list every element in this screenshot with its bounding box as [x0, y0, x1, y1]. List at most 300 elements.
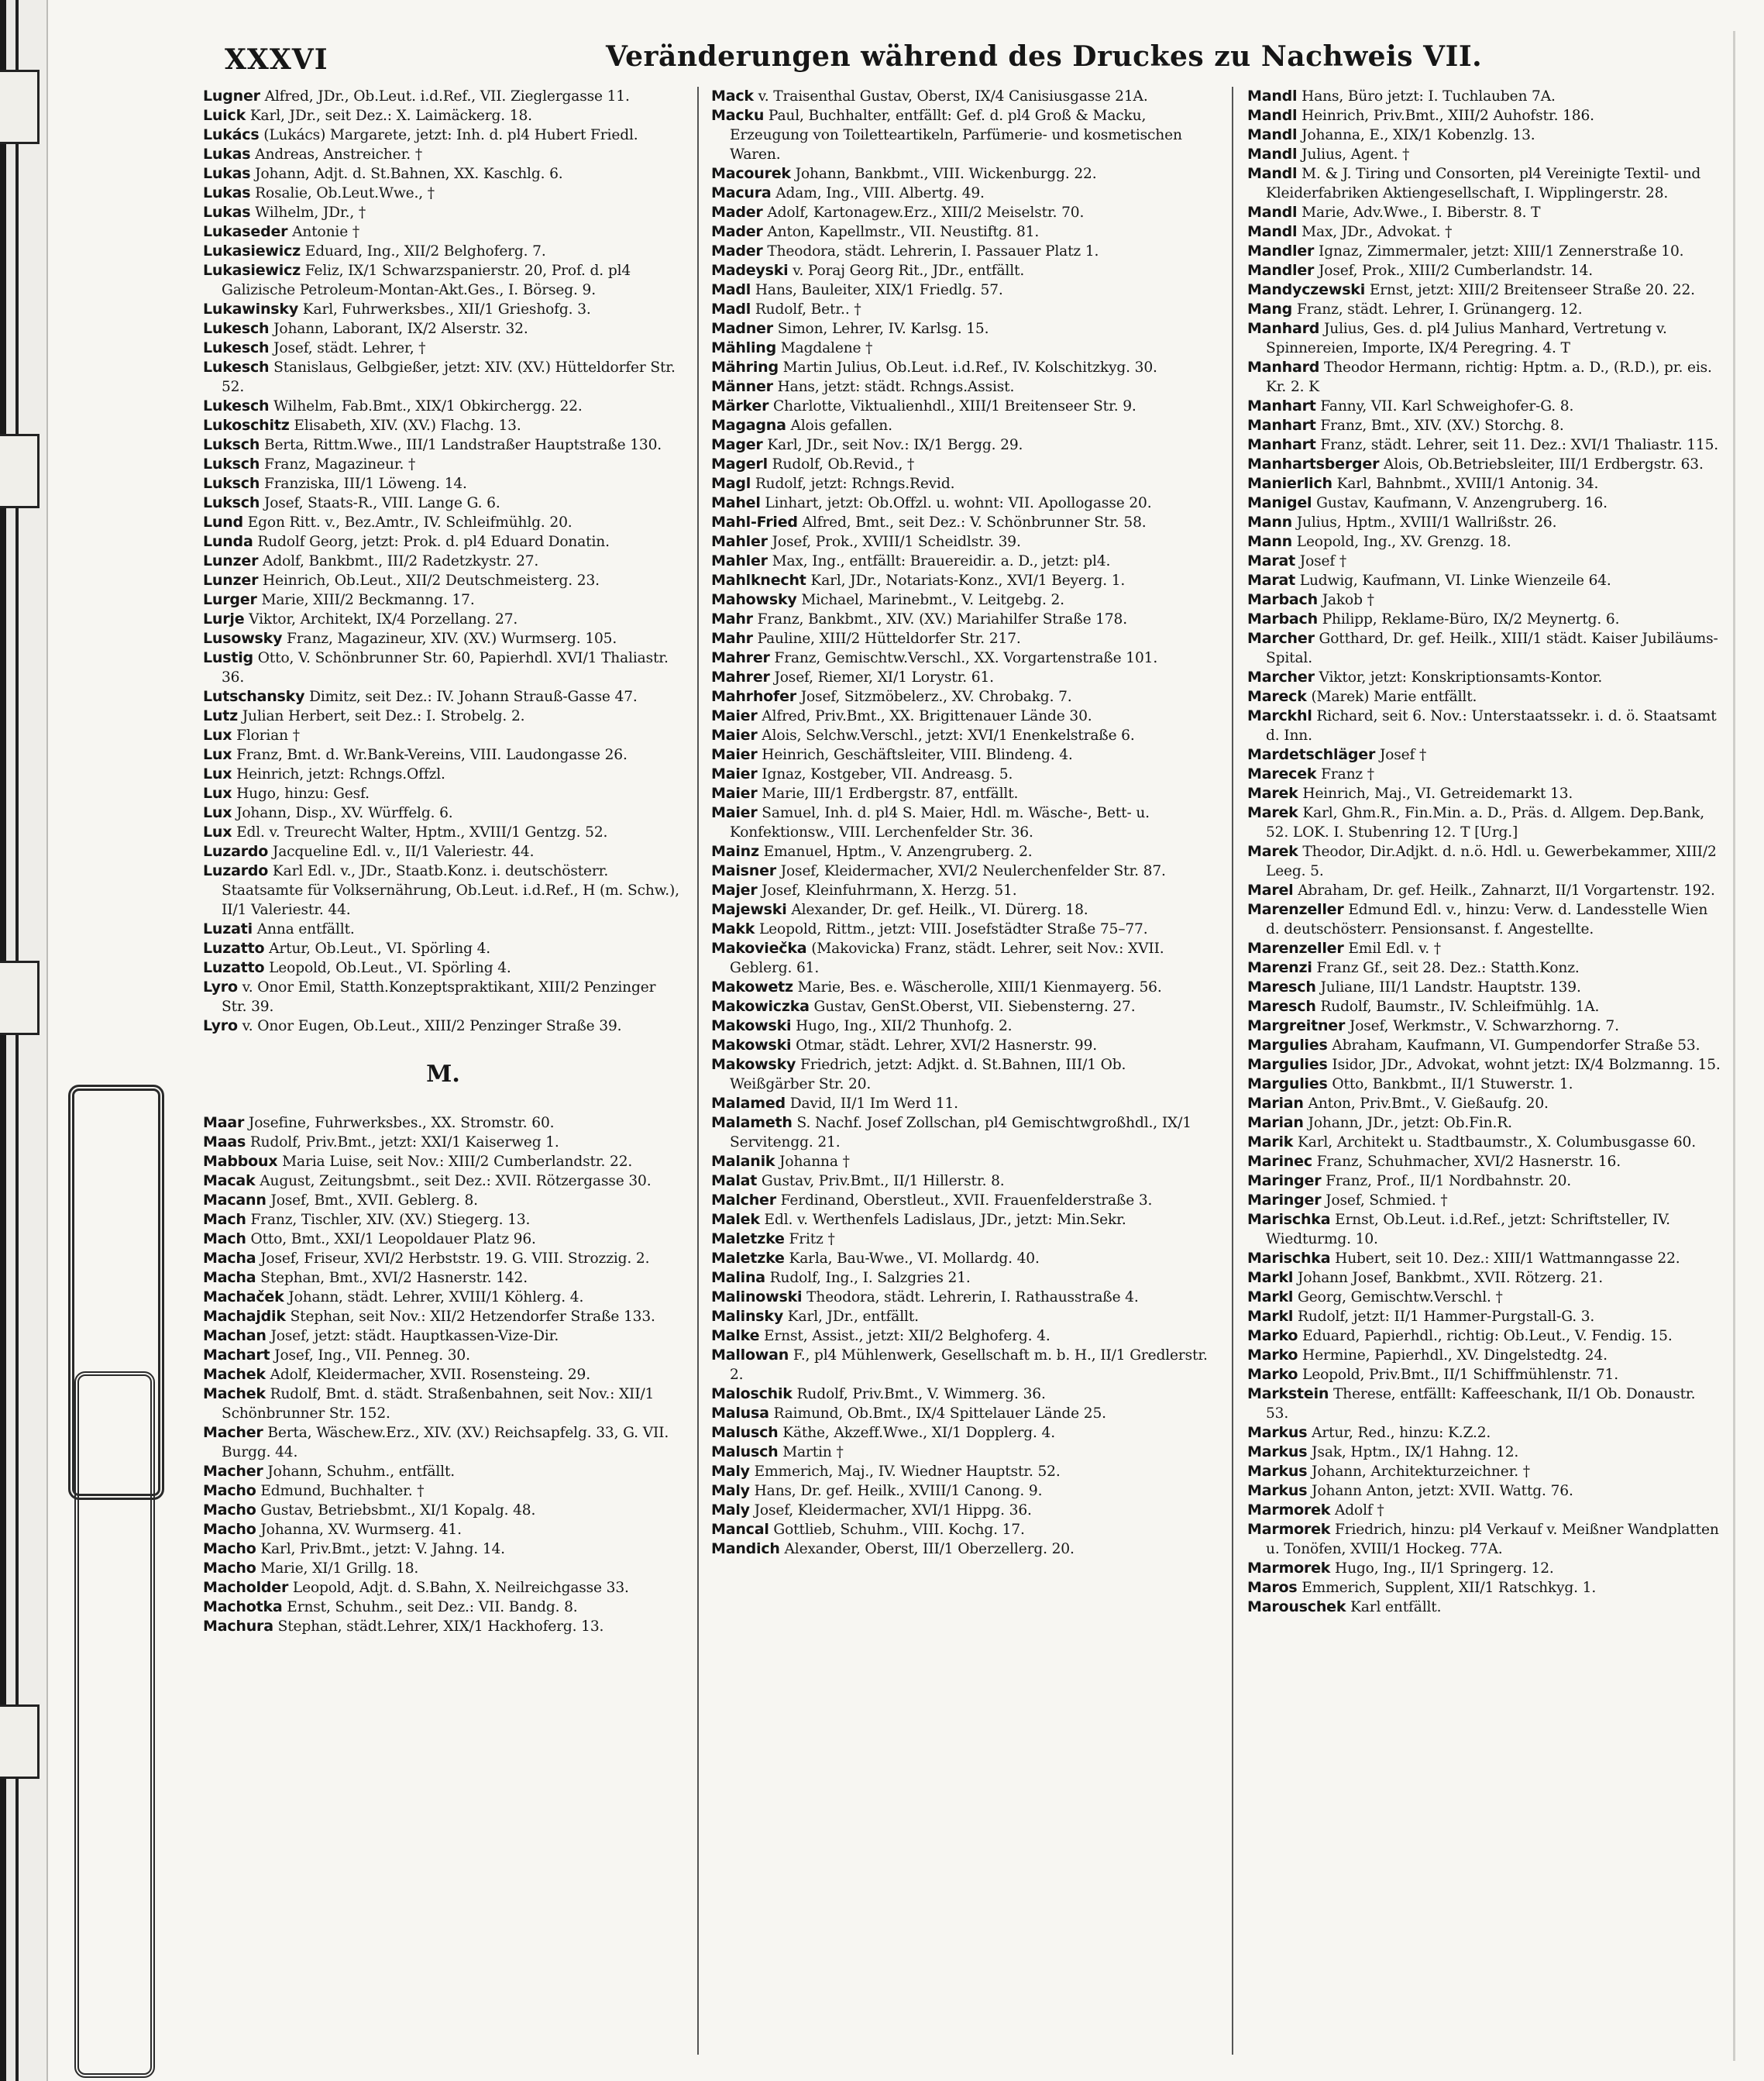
entry-surname: Majer	[711, 882, 758, 899]
entry-details: Johanna, XV. Wurmserg. 41.	[260, 1522, 462, 1538]
directory-entry	[203, 1598, 683, 1617]
entry-surname: Luick	[203, 107, 246, 124]
entry-surname: Macku	[711, 107, 765, 124]
entry-surname: Maly	[711, 1501, 750, 1519]
entry-details: Rudolf, Priv.Bmt., V. Wimmerg. 36.	[796, 1386, 1046, 1402]
directory-entry	[1247, 1268, 1721, 1288]
directory-entry	[1247, 319, 1721, 358]
entry-surname: Lutschansky	[203, 688, 305, 705]
entry-details: Marie, XIII/2 Beckmanng. 17.	[261, 592, 475, 608]
entry-details: Artur, Ob.Leut., VI. Spörling 4.	[269, 941, 491, 957]
entry-details: Florian †	[236, 727, 300, 744]
entry-details: v. Onor Emil, Statth.Konzeptspraktikant, XIII/2 Penzinger Str. 39.	[222, 979, 656, 1015]
directory-entry	[203, 552, 683, 571]
directory-entry	[203, 513, 683, 532]
entry-surname: Machura	[203, 1618, 273, 1635]
section-letter-heading: M.	[426, 1061, 460, 1088]
entry-surname: Maisner	[711, 862, 776, 879]
entry-surname: Majewski	[711, 901, 787, 918]
directory-entry	[711, 1539, 1215, 1559]
entry-details: Josef, Staats-R., VIII. Lange G. 6.	[263, 495, 500, 511]
entry-details: Josef, Schmied. †	[1326, 1192, 1448, 1209]
directory-entry	[711, 726, 1215, 745]
entry-details: Josef, städt. Lehrer, †	[273, 340, 426, 356]
entry-details: Franz, Bmt. d. Wr.Bank-Vereins, VIII. Laudongasse 26.	[236, 747, 628, 763]
entry-details: Viktor, Architekt, IX/4 Porzellang. 27.	[249, 611, 518, 628]
directory-entry	[1247, 300, 1721, 319]
entry-details: Franz, Schuhmacher, XVI/2 Hasnerstr. 16.	[1316, 1154, 1621, 1170]
entry-surname: Maar	[203, 1114, 245, 1131]
entry-surname: Macourek	[711, 165, 791, 182]
entry-surname: Mähling	[711, 339, 777, 356]
directory-entry	[711, 1171, 1215, 1191]
entry-details: Otmar, städt. Lehrer, XVI/2 Hasnerstr. 99.	[796, 1037, 1098, 1054]
directory-entry	[203, 590, 683, 610]
entry-details: Wilhelm, Fab.Bmt., XIX/1 Obkirchergg. 22.	[273, 398, 583, 414]
entry-surname: Malameth	[711, 1114, 793, 1131]
directory-entry	[203, 1307, 683, 1326]
entry-surname: Luksch	[203, 456, 260, 473]
entry-details: Josef, Riemer, XI/1 Lorystr. 61.	[774, 669, 994, 686]
directory-entry	[711, 300, 1215, 319]
directory-entry	[1247, 126, 1721, 145]
entry-surname: Margulies	[1247, 1075, 1328, 1092]
entry-surname: Makowski	[711, 1017, 792, 1034]
directory-entry	[1247, 494, 1721, 513]
entry-details: Pauline, XIII/2 Hütteldorfer Str. 217.	[757, 631, 1021, 647]
directory-entry	[203, 978, 683, 1016]
entry-details: Johann, Adjt. d. St.Bahnen, XX. Kaschlg. 6.	[255, 166, 563, 182]
binding-notch	[0, 961, 40, 1035]
entry-details: August, Zeitungsbmt., seit Dez.: XVII. Rötzergasse 30.	[260, 1173, 652, 1189]
directory-entry	[1247, 1171, 1721, 1191]
entry-details: Alexander, Dr. gef. Heilk., VI. Dürerg. 18.	[791, 902, 1088, 918]
entry-details: Martin Julius, Ob.Leut. i.d.Ref., IV. Kolschitzkyg. 30.	[782, 359, 1157, 376]
entry-surname: Madl	[711, 301, 751, 318]
entry-details: Marie, Bes. e. Wäscherolle, XIII/1 Kienmayerg. 56.	[797, 979, 1162, 996]
column-divider	[697, 87, 699, 2055]
entry-details: Karl Edl. v., JDr., Staatb.Konz. i. deutschösterr. Staatsamte für Volksernährung, Ob.Leut. i.d.Ref., H (m. Schw.), II/1 Valeriestr. 44.	[222, 863, 679, 918]
entry-details: Gustav, Betriebsbmt., XI/1 Kopalg. 48.	[260, 1502, 536, 1519]
entry-surname: Machotka	[203, 1598, 283, 1615]
entry-surname: Maier	[711, 746, 758, 763]
directory-entry	[1247, 1075, 1721, 1094]
entry-details: Gotthard, Dr. gef. Heilk., XIII/1 städt. Kaiser Jubiläums-Spital.	[1266, 631, 1718, 666]
entry-details: Rudolf, jetzt: Rchngs.Revid.	[755, 476, 955, 492]
entry-details: Friedrich, hinzu: pl4 Verkauf v. Meißner Wandplatten u. Tonöfen, XVIII/1 Hockeg. 77A.	[1266, 1522, 1719, 1557]
directory-entry	[1247, 513, 1721, 532]
entry-details: F., pl4 Mühlenwerk, Gesellschaft m. b. H., II/1 Gredlerstr. 2.	[730, 1347, 1208, 1383]
directory-entry	[711, 803, 1215, 842]
entry-surname: Märker	[711, 397, 769, 414]
directory-entry	[711, 87, 1215, 106]
directory-entry	[711, 106, 1215, 164]
directory-entry	[203, 1501, 683, 1520]
directory-entry	[711, 435, 1215, 455]
entry-surname: Machan	[203, 1327, 266, 1344]
page-title: Veränderungen während des Druckes zu Nachweis VII.	[606, 40, 1483, 73]
directory-entry	[203, 958, 683, 978]
entry-details: Franz, Tischler, XIV. (XV.) Stiegerg. 13.	[250, 1212, 531, 1228]
entry-surname: Malanik	[711, 1153, 775, 1170]
entry-details: Karl, Bahnbmt., XVIII/1 Antonig. 34.	[1336, 476, 1599, 492]
entry-details: Karl, JDr., Notariats-Konz., XVI/1 Beyerg. 1.	[810, 573, 1126, 589]
directory-entry	[203, 1559, 683, 1578]
entry-surname: Lunzer	[203, 572, 259, 589]
entry-surname: Luzardo	[203, 862, 269, 879]
directory-entry	[203, 339, 683, 358]
entry-details: Johann, Disp., XV. Würffelg. 6.	[236, 805, 453, 821]
entry-surname: Marischka	[1247, 1211, 1331, 1228]
directory-entry	[203, 494, 683, 513]
entry-surname: Luksch	[203, 436, 260, 453]
entry-surname: Malke	[711, 1327, 760, 1344]
directory-entry	[203, 358, 683, 397]
directory-entry	[1247, 455, 1721, 474]
entry-surname: Marek	[1247, 804, 1298, 821]
directory-entry	[711, 745, 1215, 765]
entry-details: Ernst, Assist., jetzt: XII/2 Belghoferg. 4.	[764, 1328, 1050, 1344]
directory-entry	[203, 145, 683, 164]
entry-details: Josef, Kleidermacher, XVI/2 Neulerchenfelder Str. 87.	[780, 863, 1166, 879]
directory-entry	[1247, 939, 1721, 958]
entry-details: Magdalene †	[780, 340, 873, 356]
directory-entry	[711, 1055, 1215, 1094]
entry-details: Josef, Kleinfuhrmann, X. Herzg. 51.	[762, 882, 1017, 899]
binding-notch	[0, 70, 40, 144]
entry-surname: Luzatto	[203, 940, 265, 957]
entry-details: Martin †	[782, 1444, 844, 1460]
directory-entry	[1247, 397, 1721, 416]
entry-details: Fanny, VII. Karl Schweighofer-G. 8.	[1320, 398, 1574, 414]
entry-details: Johann, Architekturzeichner. †	[1312, 1464, 1530, 1480]
directory-entry	[203, 1152, 683, 1171]
entry-details: Max, JDr., Advokat. †	[1302, 224, 1453, 240]
directory-entry	[711, 610, 1215, 629]
directory-entry	[1247, 1133, 1721, 1152]
entry-details: Max, Ing., entfällt: Brauereidir. a. D., jetzt: pl4.	[772, 553, 1111, 569]
entry-details: Rudolf, Bmt. d. städt. Straßenbahnen, seit Nov.: XII/1 Schönbrunner Str. 152.	[222, 1386, 655, 1422]
entry-surname: Mahrer	[711, 669, 770, 686]
directory-entry	[203, 455, 683, 474]
scan-binding-edge	[0, 0, 48, 2081]
entry-surname: Malinsky	[711, 1308, 784, 1325]
directory-entry	[1247, 203, 1721, 222]
directory-entry	[711, 1036, 1215, 1055]
entry-details: Johann, städt. Lehrer, XVIII/1 Köhlerg. 4.	[288, 1289, 584, 1305]
entry-details: Isidor, JDr., Advokat, wohnt jetzt: IX/4 Bolzmanng. 15.	[1332, 1057, 1721, 1073]
entry-details: Feliz, IX/1 Schwarzspanierstr. 20, Prof. d. pl4 Galizische Petroleum-Montan-Akt.Ges., I. Börseg. 9.	[222, 263, 631, 298]
directory-entry	[203, 920, 683, 939]
directory-entry	[1247, 164, 1721, 203]
entry-surname: Maly	[711, 1482, 750, 1499]
entry-surname: Macholder	[203, 1579, 289, 1596]
entry-details: Heinrich, Priv.Bmt., XIII/2 Auhofstr. 186.	[1302, 108, 1594, 124]
entry-surname: Malusch	[711, 1424, 779, 1441]
directory-entry	[1247, 571, 1721, 590]
entry-surname: Mandl	[1247, 88, 1298, 105]
entry-details: Josef, Ing., VII. Penneg. 30.	[274, 1347, 470, 1364]
entry-surname: Lux	[203, 785, 232, 802]
entry-details: Paul, Buchhalter, entfällt: Gef. d. pl4 Groß & Macku, Erzeugung von Toiletteartikeln, Parfümerie- und kosmetischen Waren.	[730, 108, 1182, 163]
directory-entry	[1247, 900, 1721, 939]
binding-notch	[0, 1704, 40, 1779]
entry-details: Theodora, städt. Lehrerin, I. Rathausstraße 4.	[806, 1289, 1139, 1305]
entry-details: Johann Josef, Bankbmt., XVII. Rötzerg. 21.	[1298, 1270, 1604, 1286]
directory-entry	[1247, 1288, 1721, 1307]
entry-details: Friedrich, jetzt: Adjkt. d. St.Bahnen, III/1 Ob. Weißgärber Str. 20.	[730, 1057, 1126, 1092]
entry-surname: Marbach	[1247, 591, 1318, 608]
entry-details: Leopold, Ing., XV. Grenzg. 18.	[1296, 534, 1511, 550]
entry-details: Theodor, Dir.Adjkt. d. n.ö. Hdl. u. Gewerbekammer, XIII/2 Leeg. 5.	[1266, 844, 1717, 879]
entry-surname: Mader	[711, 242, 763, 260]
entry-details: Stephan, städt.Lehrer, XIX/1 Hackhoferg. 13.	[277, 1618, 604, 1635]
entry-surname: Maresch	[1247, 979, 1316, 996]
directory-entry	[203, 571, 683, 590]
directory-entry	[711, 203, 1215, 222]
entry-surname: Makowsky	[711, 1056, 796, 1073]
entry-surname: Mandl	[1247, 107, 1298, 124]
entry-details: David, II/1 Im Werd 11.	[789, 1096, 958, 1112]
entry-surname: Madner	[711, 320, 773, 337]
entry-surname: Mahler	[711, 552, 768, 569]
directory-entry	[1247, 532, 1721, 552]
entry-details: Jakob †	[1322, 592, 1374, 608]
directory-entry	[1247, 881, 1721, 900]
entry-details: S. Nachf. Josef Zollschan, pl4 Gemischtwgroßhdl., IX/1 Servitengg. 21.	[730, 1115, 1191, 1151]
entry-surname: Marian	[1247, 1095, 1304, 1112]
entry-surname: Makowetz	[711, 979, 793, 996]
entry-surname: Mader	[711, 204, 763, 221]
entry-surname: Maloschik	[711, 1385, 793, 1402]
entry-details: Abraham, Kaufmann, VI. Gumpendorfer Straße 53.	[1332, 1037, 1700, 1054]
entry-details: Josef, Kleidermacher, XVI/1 Hippg. 36.	[754, 1502, 1032, 1519]
entry-details: Ernst, jetzt: XIII/2 Breitenseer Straße 20. 22.	[1369, 282, 1695, 298]
column-2	[711, 87, 1215, 2055]
directory-entry	[203, 1171, 683, 1191]
entry-details: Karl, JDr., entfällt.	[787, 1309, 919, 1325]
entry-details: Leopold, Rittm., jetzt: VIII. Josefstädter Straße 75–77.	[758, 921, 1148, 937]
directory-entry	[203, 1539, 683, 1559]
entry-surname: Lukas	[203, 165, 251, 182]
directory-entry	[203, 1326, 683, 1346]
entry-details: Franziska, III/1 Löweng. 14.	[263, 476, 467, 492]
entry-details: Johann, Laborant, IX/2 Alserstr. 32.	[273, 321, 528, 337]
entry-details: Gustav, GenSt.Oberst, VII. Siebensterng. 27.	[813, 999, 1136, 1015]
entry-details: Adolf, Kleidermacher, XVII. Rosensteing. 29.	[270, 1367, 591, 1383]
entry-surname: Marek	[1247, 843, 1298, 860]
directory-entry	[203, 397, 683, 416]
directory-entry	[711, 1307, 1215, 1326]
entry-surname: Mahl-Fried	[711, 514, 798, 531]
entry-details: Heinrich, Maj., VI. Getreidemarkt 13.	[1302, 786, 1573, 802]
entry-surname: Marcher	[1247, 630, 1315, 647]
entry-surname: Magl	[711, 475, 751, 492]
entry-surname: Markus	[1247, 1482, 1308, 1499]
entry-surname: Mack	[711, 88, 754, 105]
directory-entry	[203, 1578, 683, 1598]
entry-details: Ignaz, Kostgeber, VII. Andreasg. 5.	[762, 766, 1013, 783]
entry-details: Charlotte, Viktualienhdl., XIII/1 Breitenseer Str. 9.	[773, 398, 1136, 414]
entry-details: Johann, JDr., jetzt: Ob.Fin.R.	[1308, 1115, 1512, 1131]
directory-entry	[1247, 1113, 1721, 1133]
directory-entry	[1247, 242, 1721, 261]
entry-details: Eduard, Ing., XII/2 Belghoferg. 7.	[304, 243, 546, 260]
entry-details: Marie, XI/1 Grillg. 18.	[260, 1560, 419, 1577]
directory-entry	[203, 203, 683, 222]
directory-entry	[711, 997, 1215, 1016]
entry-details: Georg, Gemischtw.Verschl. †	[1298, 1289, 1503, 1305]
entry-surname: Marel	[1247, 882, 1294, 899]
directory-entry	[203, 629, 683, 648]
directory-entry	[711, 590, 1215, 610]
entry-surname: Maresch	[1247, 998, 1316, 1015]
entry-details: Stephan, seit Nov.: XII/2 Hetzendorfer Straße 133.	[290, 1309, 655, 1325]
entry-details: Hubert, seit 10. Dez.: XIII/1 Wattmanngasse 22.	[1335, 1250, 1680, 1267]
entry-details: Adam, Ing., VIII. Albertg. 49.	[775, 185, 985, 201]
column-3	[1247, 87, 1721, 2055]
directory-entry	[711, 687, 1215, 707]
entry-details: Josef, Bmt., XVII. Geblerg. 8.	[270, 1192, 478, 1209]
directory-entry	[711, 1094, 1215, 1113]
entry-details: Karl, Priv.Bmt., jetzt: V. Jahng. 14.	[260, 1541, 505, 1557]
directory-entry	[711, 513, 1215, 532]
directory-entry	[1247, 1307, 1721, 1326]
directory-entry	[203, 242, 683, 261]
entry-details: Josef, Prok., XIII/2 Cumberlandstr. 14.	[1319, 263, 1594, 279]
entry-surname: Luzati	[203, 920, 253, 937]
directory-entry	[203, 784, 683, 803]
entry-surname: Malusch	[711, 1443, 779, 1460]
entry-surname: Lukesch	[203, 397, 270, 414]
directory-entry	[711, 319, 1215, 339]
entry-surname: Marenzeller	[1247, 901, 1344, 918]
entry-surname: Mahlknecht	[711, 572, 806, 589]
entry-details: Egon Ritt. v., Bez.Amtr., IV. Schleifmühlg. 20.	[247, 514, 573, 531]
entry-details: Josef, Sitzmöbelerz., XV. Chrobakg. 7.	[800, 689, 1072, 705]
entry-details: Philipp, Reklame-Büro, IX/2 Meynertg. 6.	[1322, 611, 1620, 628]
entry-surname: Magerl	[711, 456, 768, 473]
directory-entry	[203, 1365, 683, 1384]
directory-entry	[1247, 629, 1721, 668]
entry-surname: Mandich	[711, 1540, 780, 1557]
directory-entry	[711, 920, 1215, 939]
directory-columns	[203, 87, 1721, 2055]
entry-details: Franz, Bankbmt., XIV. (XV.) Mariahilfer Straße 178.	[757, 611, 1127, 628]
directory-entry	[711, 1288, 1215, 1307]
entry-details: Julius, Agent. †	[1302, 146, 1410, 163]
directory-entry	[1247, 997, 1721, 1016]
entry-details: Alfred, Priv.Bmt., XX. Brigittenauer Lände 30.	[762, 708, 1092, 724]
directory-entry	[203, 610, 683, 629]
directory-entry	[203, 1113, 683, 1133]
directory-entry	[1247, 1423, 1721, 1443]
entry-surname: Maletzke	[711, 1230, 785, 1247]
entry-details: Emmerich, Supplent, XII/1 Ratschkyg. 1.	[1302, 1580, 1597, 1596]
directory-entry	[711, 532, 1215, 552]
directory-entry	[1247, 765, 1721, 784]
entry-surname: Mabboux	[203, 1153, 278, 1170]
entry-surname: Maier	[711, 804, 758, 821]
entry-details: Otto, V. Schönbrunner Str. 60, Papierhdl. XVI/1 Thaliastr. 36.	[222, 650, 669, 686]
entry-surname: Lukas	[203, 184, 251, 201]
entry-surname: Madl	[711, 281, 751, 298]
entry-details: Rudolf, Betr.. †	[755, 301, 861, 318]
directory-entry	[711, 1404, 1215, 1423]
entry-surname: Mager	[711, 436, 763, 453]
entry-surname: Lurje	[203, 611, 245, 628]
directory-entry	[1247, 784, 1721, 803]
entry-surname: Malinowski	[711, 1288, 803, 1305]
entry-details: Fritz †	[789, 1231, 835, 1247]
entry-surname: Lugner	[203, 88, 260, 105]
entry-details: Ferdinand, Oberstleut., XVII. Frauenfelderstraße 3.	[780, 1192, 1153, 1209]
entry-details: Andreas, Anstreicher. †	[255, 146, 422, 163]
entry-surname: Mahr	[711, 611, 753, 628]
directory-entry	[203, 648, 683, 687]
entry-details: Otto, Bankbmt., II/1 Stuwerstr. 1.	[1332, 1076, 1573, 1092]
entry-surname: Lukasiewicz	[203, 242, 301, 260]
entry-surname: Machajdik	[203, 1308, 286, 1325]
directory-entry	[203, 106, 683, 126]
entry-surname: Malek	[711, 1211, 760, 1228]
entry-details: Elisabeth, XIV. (XV.) Flachg. 13.	[294, 418, 521, 434]
entry-details: Karl, Ghm.R., Fin.Min. a. D., Präs. d. Allgem. Dep.Bank, 52. LOK. I. Stubenring 12. T [Urg.]	[1266, 805, 1704, 841]
entry-details: v. Poraj Georg Rit., JDr., entfällt.	[793, 263, 1025, 279]
directory-entry	[711, 1520, 1215, 1539]
entry-details: Adolf, Bankbmt., III/2 Radetzkystr. 27.	[263, 553, 539, 569]
directory-entry	[711, 184, 1215, 203]
entry-details: Anton, Priv.Bmt., V. Gießaufg. 20.	[1308, 1096, 1549, 1112]
entry-surname: Manhard	[1247, 359, 1320, 376]
entry-surname: Mareck	[1247, 688, 1307, 705]
entry-surname: Macho	[203, 1540, 256, 1557]
directory-entry	[711, 1191, 1215, 1210]
entry-surname: Makowski	[711, 1037, 792, 1054]
entry-details: Franz, Prof., II/1 Nordbahnstr. 20.	[1326, 1173, 1572, 1189]
directory-entry	[711, 358, 1215, 377]
directory-entry	[203, 222, 683, 242]
entry-details: Leopold, Ob.Leut., VI. Spörling 4.	[269, 960, 511, 976]
entry-surname: Marenzeller	[1247, 940, 1344, 957]
entry-surname: Manierlich	[1247, 475, 1332, 492]
entry-details: Heinrich, Geschäftsleiter, VIII. Blindeng. 4.	[762, 747, 1073, 763]
entry-details: Josef, Prok., XVIII/1 Scheidlstr. 39.	[772, 534, 1021, 550]
directory-entry	[1247, 1384, 1721, 1423]
directory-entry	[1247, 958, 1721, 978]
entry-surname: Mandl	[1247, 223, 1298, 240]
entry-surname: Maringer	[1247, 1172, 1322, 1189]
directory-entry	[203, 300, 683, 319]
directory-entry	[1247, 1559, 1721, 1578]
entry-details: Anna entfällt.	[256, 921, 355, 937]
directory-entry	[711, 339, 1215, 358]
entry-surname: Macher	[203, 1424, 263, 1441]
entry-surname: Manhart	[1247, 417, 1316, 434]
entry-surname: Margreitner	[1247, 1017, 1346, 1034]
directory-entry	[1247, 1210, 1721, 1249]
entry-details: Gustav, Kaufmann, V. Anzengruberg. 16.	[1316, 495, 1608, 511]
directory-entry	[711, 1268, 1215, 1288]
directory-entry	[203, 745, 683, 765]
entry-surname: Lusowsky	[203, 630, 283, 647]
entry-surname: Lux	[203, 765, 232, 783]
entry-details: Hans, Dr. gef. Heilk., XVIII/1 Canong. 9.	[754, 1483, 1043, 1499]
entry-surname: Marenzi	[1247, 959, 1312, 976]
directory-entry	[1247, 145, 1721, 164]
directory-entry	[1247, 1191, 1721, 1210]
entry-surname: Lux	[203, 727, 232, 744]
